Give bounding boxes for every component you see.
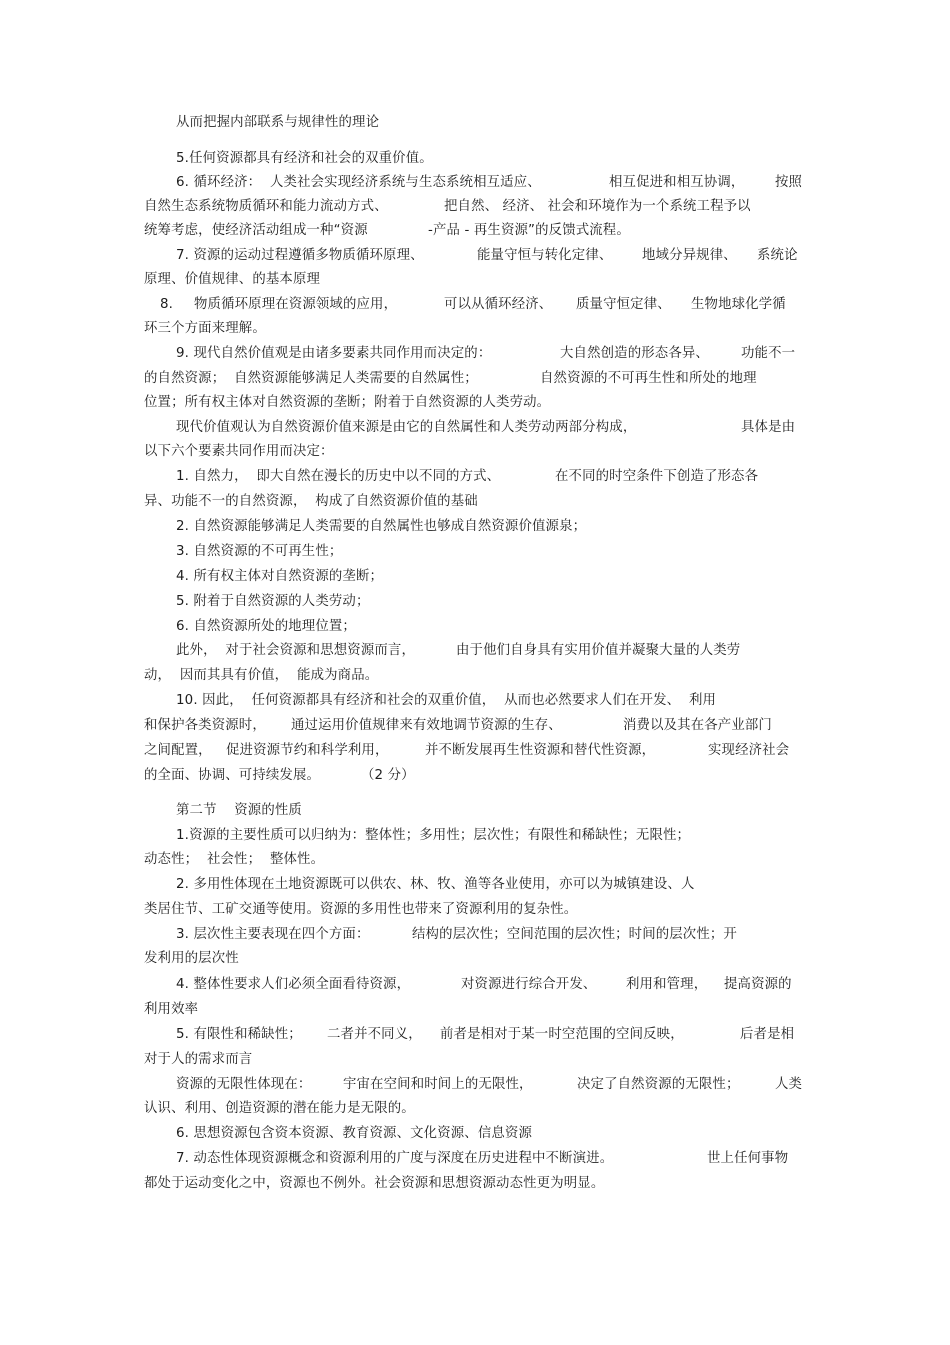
text-segment: 1.资源的主要性质可以归纳为：整体性；多用性；层次性；有限性和稀缺性；无限性； xyxy=(176,828,691,843)
text-line xyxy=(0,318,950,340)
text-segment: 通过运用价值规律来有效地调节资源的生存、 xyxy=(291,718,562,733)
text-segment: 对资源进行综合开发、 xyxy=(461,977,597,992)
text-segment: 异、功能不一的自然资源， 构成了自然资源价值的基础 xyxy=(144,494,478,509)
text-segment: 5. 有限性和稀缺性； xyxy=(176,1027,302,1042)
text-line xyxy=(0,392,950,414)
text-segment: 生物地球化学循 xyxy=(691,297,786,312)
text-segment: 2. 多用性体现在土地资源既可以供农、林、牧、渔等各业使用，亦可以为城镇建设、人 xyxy=(176,877,695,892)
text-segment: 前者是相对于某一时空范围的空间反映， xyxy=(440,1027,684,1042)
text-segment: 现代价值观认为自然资源价值来源是由它的自然属性和人类劳动两部分构成， xyxy=(176,420,637,435)
text-line xyxy=(0,899,950,921)
text-line xyxy=(0,441,950,463)
text-segment: 3. 自然资源的不可再生性； xyxy=(176,544,343,559)
text-segment: 发利用的层次性 xyxy=(144,951,239,966)
text-segment: 环三个方面来理解。 xyxy=(144,321,266,336)
text-line xyxy=(0,1173,950,1195)
text-segment: -产品 - 再生资源”的反馈式流程。 xyxy=(428,223,630,238)
text-segment: 相互促进和相互协调， xyxy=(609,175,745,190)
text-segment: 类居住节、工矿交通等使用。资源的多用性也带来了资源利用的复杂性。 xyxy=(144,902,578,917)
text-line xyxy=(0,948,950,970)
text-segment: 5. 附着于自然资源的人类劳动； xyxy=(176,594,370,609)
text-segment: 6. 自然资源所处的地理位置； xyxy=(176,619,356,634)
text-segment: 1. 自然力， 即大自然在漫长的历史中以不同的方式、 xyxy=(176,469,501,484)
text-line xyxy=(0,1123,950,1145)
text-line xyxy=(0,343,950,365)
text-segment: 实现经济社会 xyxy=(708,743,790,758)
text-segment: 都处于运动变化之中，资源也不例外。社会资源和思想资源动态性更为明显。 xyxy=(144,1176,605,1191)
text-segment: 大自然创造的形态各异、 xyxy=(560,346,709,361)
text-line xyxy=(0,616,950,638)
text-segment: 动态性； 社会性； 整体性。 xyxy=(144,852,325,867)
text-line xyxy=(0,740,950,762)
text-segment: 结构的层次性；空间范围的层次性；时间的层次性；开 xyxy=(412,927,737,942)
text-segment: 按照 xyxy=(775,175,803,190)
text-segment: 二者并不同义， xyxy=(327,1027,422,1042)
text-segment: 系统论 xyxy=(757,248,798,263)
text-segment: 2. 自然资源能够满足人类需要的自然属性也够成自然资源价值源泉； xyxy=(176,519,587,534)
text-line xyxy=(0,1074,950,1096)
text-line xyxy=(0,269,950,291)
text-segment: 地域分异规律、 xyxy=(642,248,737,263)
text-line xyxy=(0,368,950,390)
text-line xyxy=(0,417,950,439)
text-line xyxy=(0,974,950,996)
text-segment: 资源的无限性体现在： xyxy=(176,1077,312,1092)
text-segment: 认识、利用、创造资源的潜在能力是无限的。 xyxy=(144,1101,415,1116)
text-segment: 统筹考虑，使经济活动组成一种“资源 xyxy=(144,223,368,238)
text-segment: 第二节 资源的性质 xyxy=(176,803,302,818)
text-line xyxy=(0,516,950,538)
text-segment: 9. 现代自然价值观是由诸多要素共同作用而决定的： xyxy=(176,346,492,361)
text-segment: 把自然、 经济、 社会和环境作为一个系统工程予以 xyxy=(444,199,751,214)
text-segment: 后者是相 xyxy=(740,1027,795,1042)
text-segment: 的自然资源； 自然资源能够满足人类需要的自然属性； xyxy=(144,371,478,386)
text-segment: 物质循环原理在资源领域的应用， xyxy=(194,297,398,312)
text-segment: 7. 资源的运动过程遵循多物质循环原理、 xyxy=(176,248,424,263)
text-segment: 10. 因此， 任何资源都具有经济和社会的双重价值， 从而也必然要求人们在开发、 利用 xyxy=(176,693,717,708)
text-segment: 8. xyxy=(160,297,174,312)
text-segment: 利用和管理， xyxy=(626,977,708,992)
text-segment: 位置；所有权主体对自然资源的垄断；附着于自然资源的人类劳动。 xyxy=(144,395,551,410)
text-segment: 6. 思想资源包含资本资源、教育资源、文化资源、信息资源 xyxy=(176,1126,532,1141)
text-line xyxy=(0,148,950,170)
text-line xyxy=(0,220,950,242)
text-segment: 在不同的时空条件下创造了形态各 xyxy=(555,469,759,484)
text-line xyxy=(0,999,950,1021)
text-line xyxy=(0,1024,950,1046)
text-line xyxy=(0,1098,950,1120)
text-line xyxy=(0,825,950,847)
text-segment: 对于人的需求而言 xyxy=(144,1052,253,1067)
text-segment: 并不断发展再生性资源和替代性资源， xyxy=(425,743,656,758)
text-segment: 质量守恒定律、 xyxy=(576,297,671,312)
text-line xyxy=(0,849,950,871)
text-segment: 提高资源的 xyxy=(724,977,792,992)
text-line xyxy=(0,541,950,563)
text-segment: 原理、价值规律、的基本原理 xyxy=(144,272,321,287)
text-segment: 利用效率 xyxy=(144,1002,199,1017)
text-segment: 自然生态系统物质循环和能力流动方式、 xyxy=(144,199,388,214)
text-segment: 7. 动态性体现资源概念和资源利用的广度与深度在历史进程中不断演进。 xyxy=(176,1151,614,1166)
text-line xyxy=(0,245,950,267)
text-segment: 由于他们自身具有实用价值并凝聚大量的人类劳 xyxy=(456,643,741,658)
text-segment: 可以从循环经济、 xyxy=(444,297,553,312)
text-segment: 3. 层次性主要表现在四个方面： xyxy=(176,927,370,942)
text-segment: 世上任何事物 xyxy=(707,1151,789,1166)
text-line xyxy=(0,566,950,588)
text-line xyxy=(0,1049,950,1071)
text-line xyxy=(0,765,950,787)
text-segment: 以下六个要素共同作用而决定： xyxy=(144,444,334,459)
text-segment: 此外， 对于社会资源和思想资源而言， xyxy=(176,643,416,658)
text-line xyxy=(0,196,950,218)
text-segment: 决定了自然资源的无限性； xyxy=(577,1077,740,1092)
text-line xyxy=(0,294,950,316)
text-segment: 之间配置， xyxy=(144,743,212,758)
text-line xyxy=(0,715,950,737)
text-line xyxy=(0,665,950,687)
text-line xyxy=(0,172,950,194)
text-segment: 6. 循环经济： 人类社会实现经济系统与生态系统相互适应、 xyxy=(176,175,541,190)
text-segment: 促进资源节约和科学利用， xyxy=(226,743,389,758)
text-segment: 动， 因而其具有价值， 能成为商品。 xyxy=(144,668,379,683)
text-segment: 从而把握内部联系与规律性的理论 xyxy=(176,115,380,130)
text-segment: 的全面、协调、可持续发展。 xyxy=(144,768,321,783)
text-segment: （2 分） xyxy=(361,768,415,783)
text-line xyxy=(0,640,950,662)
text-segment: 宇宙在空间和时间上的无限性， xyxy=(343,1077,533,1092)
text-segment: 人类 xyxy=(775,1077,803,1092)
text-line xyxy=(0,800,950,822)
text-line xyxy=(0,924,950,946)
text-segment: 和保护各类资源时， xyxy=(144,718,266,733)
text-segment: 4. 整体性要求人们必须全面看待资源， xyxy=(176,977,411,992)
text-line xyxy=(0,690,950,712)
text-line xyxy=(0,466,950,488)
text-line xyxy=(0,112,950,134)
text-segment: 消费以及其在各产业部门 xyxy=(623,718,772,733)
text-segment: 功能不一 xyxy=(741,346,796,361)
text-line xyxy=(0,491,950,513)
text-line xyxy=(0,1148,950,1170)
text-segment: 能量守恒与转化定律、 xyxy=(477,248,613,263)
text-segment: 自然资源的不可再生性和所处的地理 xyxy=(540,371,757,386)
text-line xyxy=(0,874,950,896)
text-segment: 5.任何资源都具有经济和社会的双重价值。 xyxy=(176,151,433,166)
text-segment: 具体是由 xyxy=(741,420,796,435)
text-line xyxy=(0,591,950,613)
text-segment: 4. 所有权主体对自然资源的垄断； xyxy=(176,569,384,584)
